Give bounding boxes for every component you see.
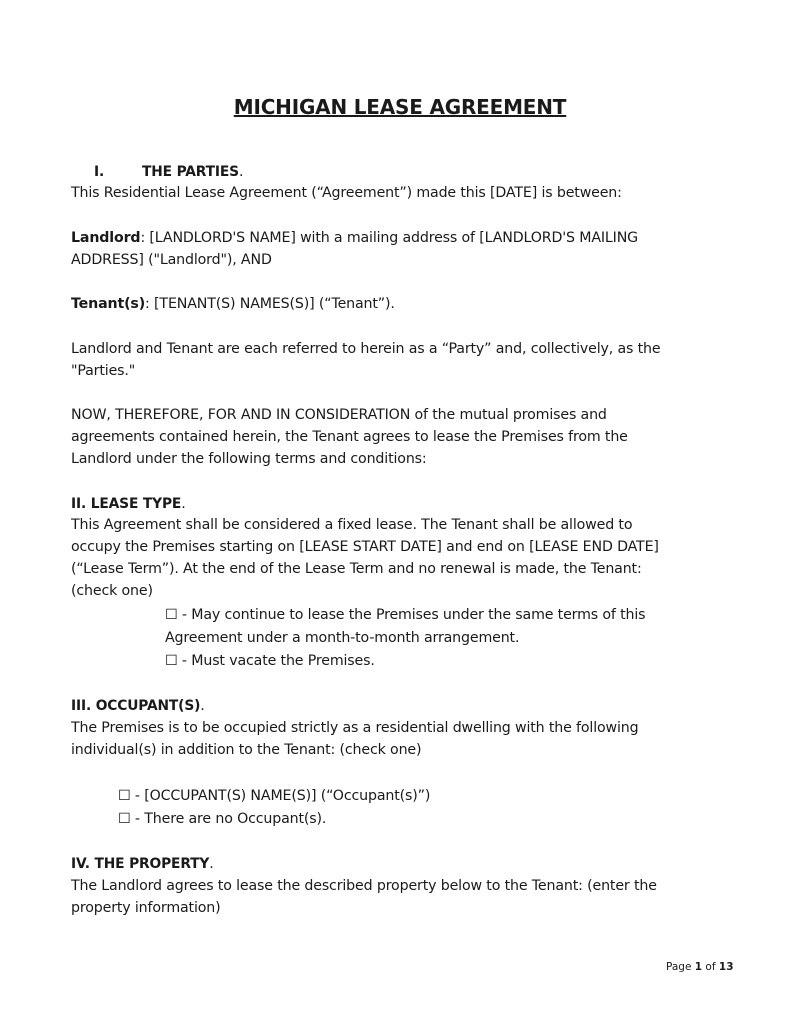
- lease-type-line-3: (“Lease Term”). At the end of the Lease Term and no renewal is made, the Tenant:: [71, 561, 642, 577]
- occupants-heading-text: III. OCCUPANT(S): [71, 698, 201, 714]
- now-therefore-line-2: agreements contained herein, the Tenant agrees to lease the Premises from the: [71, 429, 628, 445]
- landlord-line-2: ADDRESS] ("Landlord"), AND: [71, 252, 272, 268]
- landlord-line-1: [71, 228, 638, 248]
- party-line-1: Landlord and Tenant are each referred to herein as a “Party” and, collectively, as the: [71, 341, 661, 357]
- occupants-line-1: The Premises is to be occupied strictly as a residential dwelling with the following: [71, 720, 639, 736]
- occupants-option-names[interactable]: ☐ - [OCCUPANT(S) NAME(S)] (“Occupant(s)”): [118, 788, 431, 804]
- now-therefore-line-3: Landlord under the following terms and conditions:: [71, 451, 427, 467]
- section-heading-occupants: III. OCCUPANT(S).: [71, 698, 205, 714]
- footer-page-word: Page: [666, 961, 692, 973]
- page-number-footer: [666, 960, 734, 974]
- footer-total-pages: 13: [718, 961, 734, 973]
- lease-option-continue[interactable]: ☐ - May continue to lease the Premises under the same terms of this: [165, 607, 646, 623]
- now-therefore-line-1: NOW, THEREFORE, FOR AND IN CONSIDERATION of the mutual promises and: [71, 407, 607, 423]
- landlord-text-1: : [LANDLORD'S NAME] with a mailing address of [LANDLORD'S MAILING: [140, 230, 639, 246]
- occupants-line-2: individual(s) in addition to the Tenant: (check one): [71, 742, 422, 758]
- lease-type-line-2: occupy the Premises starting on [LEASE START DATE] and end on [LEASE END DATE]: [71, 539, 659, 555]
- footer-of-word: of: [705, 961, 716, 973]
- parties-heading-text: THE PARTIES: [142, 164, 239, 180]
- footer-current-page: 1: [694, 961, 703, 973]
- section-number-parties: I.: [94, 164, 105, 180]
- lease-option-continue-cont: Agreement under a month-to-month arrangement.: [165, 630, 520, 646]
- party-line-2: "Parties.": [71, 363, 136, 379]
- property-heading-text: IV. THE PROPERTY: [71, 856, 210, 872]
- tenant-line: [71, 294, 395, 314]
- section-heading-parties: THE PARTIES.: [142, 164, 244, 180]
- landlord-label: Landlord: [71, 230, 141, 246]
- parties-intro: This Residential Lease Agreement (“Agreement”) made this [DATE] is between:: [71, 185, 622, 201]
- document-title: MICHIGAN LEASE AGREEMENT: [233, 95, 567, 119]
- property-line-1: The Landlord agrees to lease the described property below to the Tenant: (enter the: [71, 878, 657, 894]
- lease-option-vacate[interactable]: ☐ - Must vacate the Premises.: [165, 653, 375, 669]
- lease-type-line-4: (check one): [71, 583, 153, 599]
- lease-type-heading-text: II. LEASE TYPE: [71, 496, 182, 512]
- section-heading-property: IV. THE PROPERTY.: [71, 856, 214, 872]
- occupants-option-none[interactable]: ☐ - There are no Occupant(s).: [118, 811, 327, 827]
- section-heading-lease-type: II. LEASE TYPE.: [71, 496, 186, 512]
- tenant-text: : [TENANT(S) NAMES(S)] (“Tenant”).: [145, 296, 395, 312]
- property-line-2: property information): [71, 900, 221, 916]
- lease-type-line-1: This Agreement shall be considered a fixed lease. The Tenant shall be allowed to: [71, 517, 633, 533]
- tenant-label: Tenant(s): [71, 296, 146, 312]
